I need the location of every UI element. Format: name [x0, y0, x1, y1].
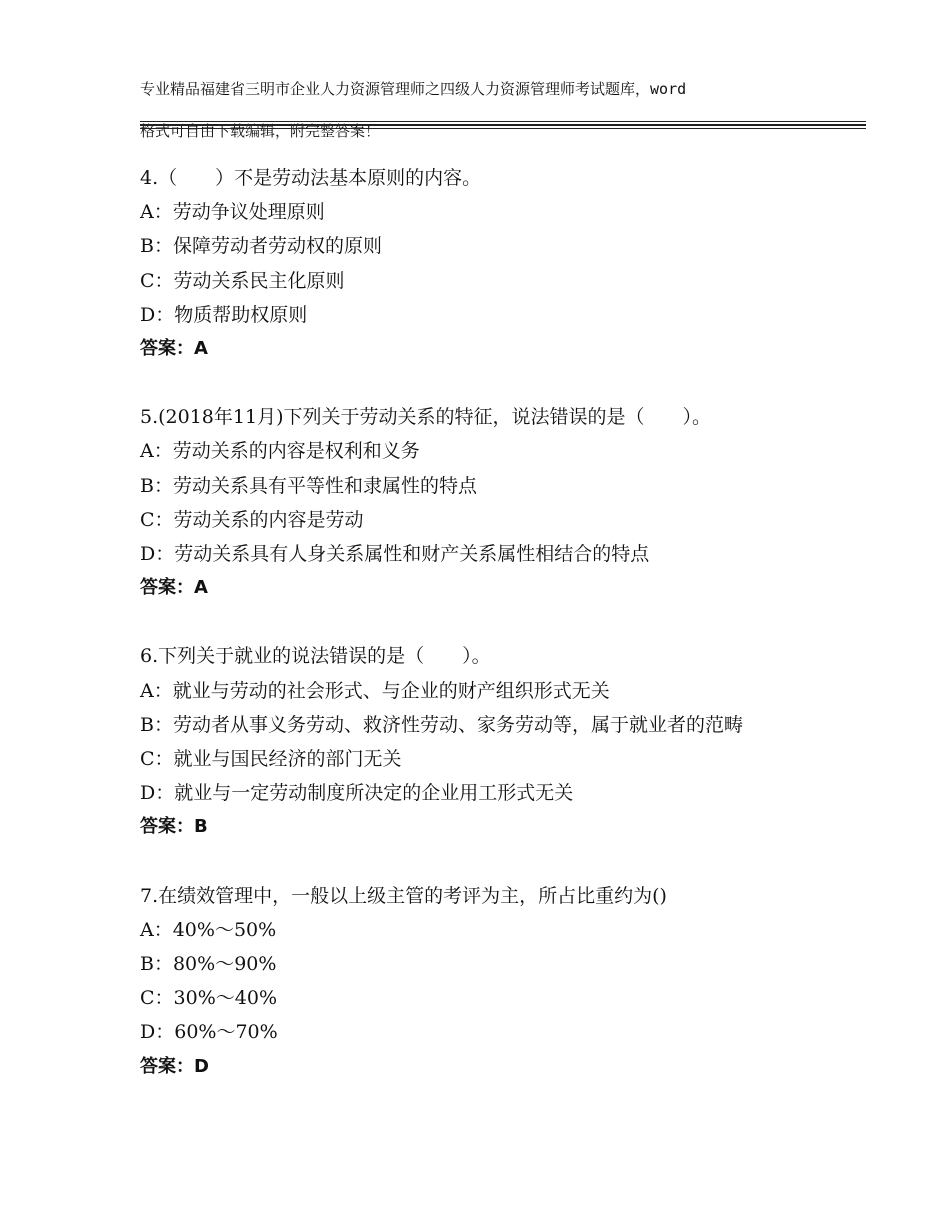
option-c: C：30%～40%: [140, 987, 277, 1010]
option-c: C：劳动关系民主化原则: [140, 269, 345, 292]
option-b: B：80%～90%: [140, 953, 277, 976]
question-4: [140, 161, 820, 366]
option-a: A：劳动争议处理原则: [140, 201, 325, 224]
header-divider-middle: [140, 124, 866, 126]
header-title-line-1: 专业精品福建省三明市企业人力资源管理师之四级人力资源管理师考试题库，word: [140, 80, 687, 98]
question-list: [140, 161, 820, 1118]
answer-label: 答案：A: [140, 577, 208, 599]
option-c: C：就业与国民经济的部门无关: [140, 748, 402, 771]
option-d: D：劳动关系具有人身关系属性和财产关系属性相结合的特点: [140, 543, 650, 566]
question-stem: 4.（ ）不是劳动法基本原则的内容。: [140, 167, 482, 189]
option-b: B：保障劳动者劳动权的原则: [140, 235, 382, 258]
option-a: A：40%～50%: [140, 918, 277, 941]
option-d: D：物质帮助权原则: [140, 303, 308, 326]
option-b: B：劳动者从事义务劳动、救济性劳动、家务劳动等，属于就业者的范畴: [140, 713, 743, 736]
answer-label: 答案：A: [140, 338, 208, 360]
option-c: C：劳动关系的内容是劳动: [140, 508, 364, 531]
question-7: [140, 879, 820, 1084]
answer-label: 答案：D: [140, 1055, 209, 1077]
answer-label: 答案：B: [140, 816, 208, 838]
header-divider-top: [140, 121, 866, 122]
option-a: A：劳动关系的内容是权利和义务: [140, 440, 420, 463]
header-title-line-2: 格式可自由下载编辑，附完整答案！: [140, 122, 381, 140]
option-a: A：就业与劳动的社会形式、与企业的财产组织形式无关: [140, 679, 610, 702]
option-d: D：60%～70%: [140, 1021, 278, 1044]
option-b: B：劳动关系具有平等性和隶属性的特点: [140, 474, 477, 497]
question-stem: 7.在绩效管理中，一般以上级主管的考评为主，所占比重约为(): [140, 884, 667, 907]
document-header: [140, 58, 840, 163]
header-divider-bottom: [140, 128, 866, 129]
option-d: D：就业与一定劳动制度所决定的企业用工形式无关: [140, 782, 574, 805]
question-6: [140, 639, 820, 844]
question-stem: 6.下列关于就业的说法错误的是（ ）。: [140, 645, 491, 668]
question-stem: 5.(2018年11月)下列关于劳动关系的特征，说法错误的是（ ）。: [140, 406, 711, 429]
question-5: [140, 400, 820, 605]
